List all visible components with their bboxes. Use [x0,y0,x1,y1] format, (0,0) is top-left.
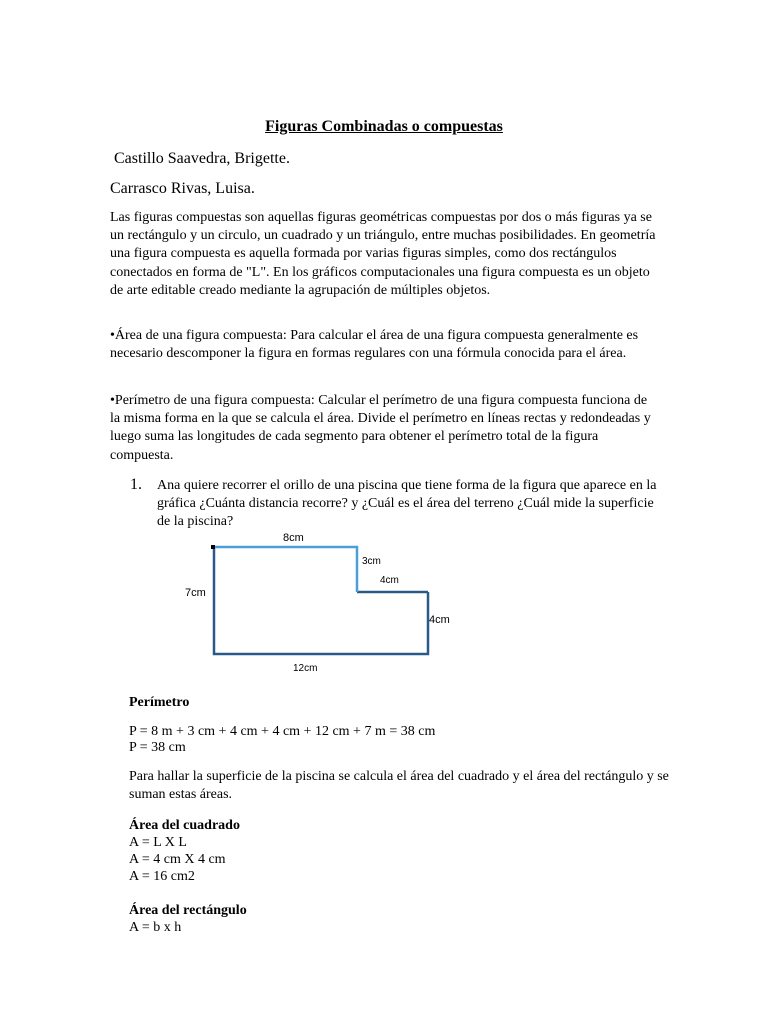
rect-heading: Área del rectángulo [129,903,247,918]
label-step-vertical: 3cm [362,556,381,567]
label-bottom: 12cm [293,663,318,674]
rect-line: A = b x h [129,920,182,935]
perimeter-line: P = 38 cm [129,740,186,755]
perimeter-heading: Perímetro [129,695,190,710]
square-line: A = 4 cm X 4 cm [129,852,226,867]
author-name: Carrasco Rivas, Luisa. [110,180,255,197]
label-left: 7cm [185,587,206,599]
square-line: A = L X L [129,835,187,850]
list-number: 1. [130,476,142,493]
surface-paragraph: Para hallar la superficie de la piscina se calcula el área del cuadrado y el área del rectángulo y se suman estas áreas. [129,769,669,802]
perimeter-line: P = 8 m + 3 cm + 4 cm + 4 cm + 12 cm + 7 m = 38 cm [129,724,436,739]
document-title: Figuras Combinadas o compuestas [265,118,503,135]
intro-paragraph: Las figuras compuestas son aquellas figuras geométricas compuestas por dos o más figuras ya se un rectángulo y un circulo, un cuadrado y un triángulo, entre muchas posibilidades. En geometría una figura compuesta es aquella formada por varias figuras simples, como dos rectángulos conectados en forma de "L". En los gráficos computacionales una figura compuesta es un objeto de arte editable creado mediante la agrupación de múltiples objetos. [110,210,656,298]
square-heading: Área del cuadrado [129,818,240,833]
label-step-horizontal: 4cm [380,575,399,586]
figure-outline-dark [214,547,428,654]
label-right: 4cm [429,614,450,626]
figure-corner-marker [211,545,215,549]
label-top: 8cm [283,532,304,544]
area-paragraph: •Área de una figura compuesta: Para calcular el área de una figura compuesta generalmente es necesario descomponer la figura en formas regulares con una fórmula conocida para el área. [110,328,639,362]
problem-text: Ana quiere recorrer el orillo de una piscina que tiene forma de la figura que aparece en la gráfica ¿Cuánta distancia recorre? y ¿Cuál es el área del terreno ¿Cuál mide la superficie de la piscina? [157,478,657,530]
square-line: A = 16 cm2 [129,869,195,884]
perimeter-paragraph: •Perímetro de una figura compuesta: Calcular el perímetro de una figura compuesta funciona de la misma forma en la que se calcula el área. Divide el perímetro en líneas rectas y redondeadas y luego suma las longitudes de cada segmento para obtener el perímetro total de la figura compuesta. [110,393,651,463]
figure-outline-light [214,547,357,592]
author-name: Castillo Saavedra, Brigette. [110,150,290,167]
